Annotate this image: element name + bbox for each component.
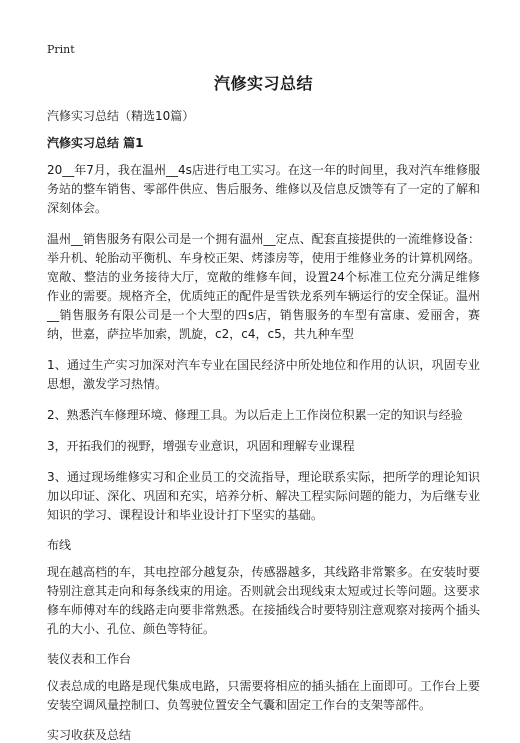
document-title: 汽修实习总结 <box>213 74 313 93</box>
label-wiring: 布线 <box>47 538 72 552</box>
document-subtitle: 汽修实习总结（精选10篇） <box>47 109 195 123</box>
paragraph-dashboard: 仪表总成的电路是现代集成电路，只需要将相应的插头插在上面即可。工作台上要安装空调风量控制口、负驾驶位置安全气囊和固定工作台的支架等部件。 <box>47 679 480 712</box>
section-heading: 汽修实习总结 篇1 <box>47 136 144 150</box>
paragraph-wiring: 现在越高档的车，其电控部分越复杂，传感器越多，其线路非常繁多。在安装时要特别注意其走向和每条线束的用途。否则就会出现线束太短或过长等问题。这要求修车师傅对车的线路走向要非常熟悉。在接插线合时要特别注意观察对接两个插头孔的大小、孔位、颜色等特征。 <box>47 565 480 636</box>
paragraph-goal-3: 3，开拓我们的视野，增强专业意识，巩固和理解专业课程 <box>47 439 355 453</box>
paragraph-company: 温州__销售服务有限公司是一个拥有温州__定点、配套直接提供的一流维修设备：举升机、轮胎动平衡机、车身校正架、烤漆房等，使用于维修业务的计算机网络。宽敞、整洁的业务接待大厅，宽敞的维修车间，设置24个标准工位充分满足维修作业的需要。规格齐全，优质纯正的配件是雪铁龙系列车辆运行的安全保证。温州__销售服务有限公司是一个大型的四s店，销售服务的车型有富康、爱丽舍，赛纳，世嘉，萨拉毕加索，凯旋，c2，c4，c5，共九种车型 <box>47 232 480 341</box>
paragraph-goal-4: 3、通过现场维修实习和企业员工的交流指导，理论联系实际，把所学的理论知识加以印证、深化、巩固和充实，培养分析、解决工程实际问题的能力，为后继专业知识的学习、课程设计和毕业设计打下坚实的基础。 <box>47 470 480 522</box>
paragraph-goal-1: 1、通过生产实习加深对汽车专业在国民经济中所处地位和作用的认识，巩固专业思想，激发学习热情。 <box>47 358 480 391</box>
label-summary: 实习收获及总结 <box>47 728 132 742</box>
paragraph-goal-2: 2、熟悉汽车修理环境、修理工具。为以后走上工作岗位积累一定的知识与经验 <box>47 408 463 422</box>
paragraph-intro: 20__年7月，我在温州__4s店进行电工实习。在这一年的时间里，我对汽车维修服务站的整车销售、零部件供应、售后服务、维修以及信息反馈等有了一定的了解和深刻体会。 <box>47 163 480 215</box>
label-dashboard: 装仪表和工作台 <box>47 652 132 666</box>
print-link[interactable]: Print <box>47 43 75 56</box>
